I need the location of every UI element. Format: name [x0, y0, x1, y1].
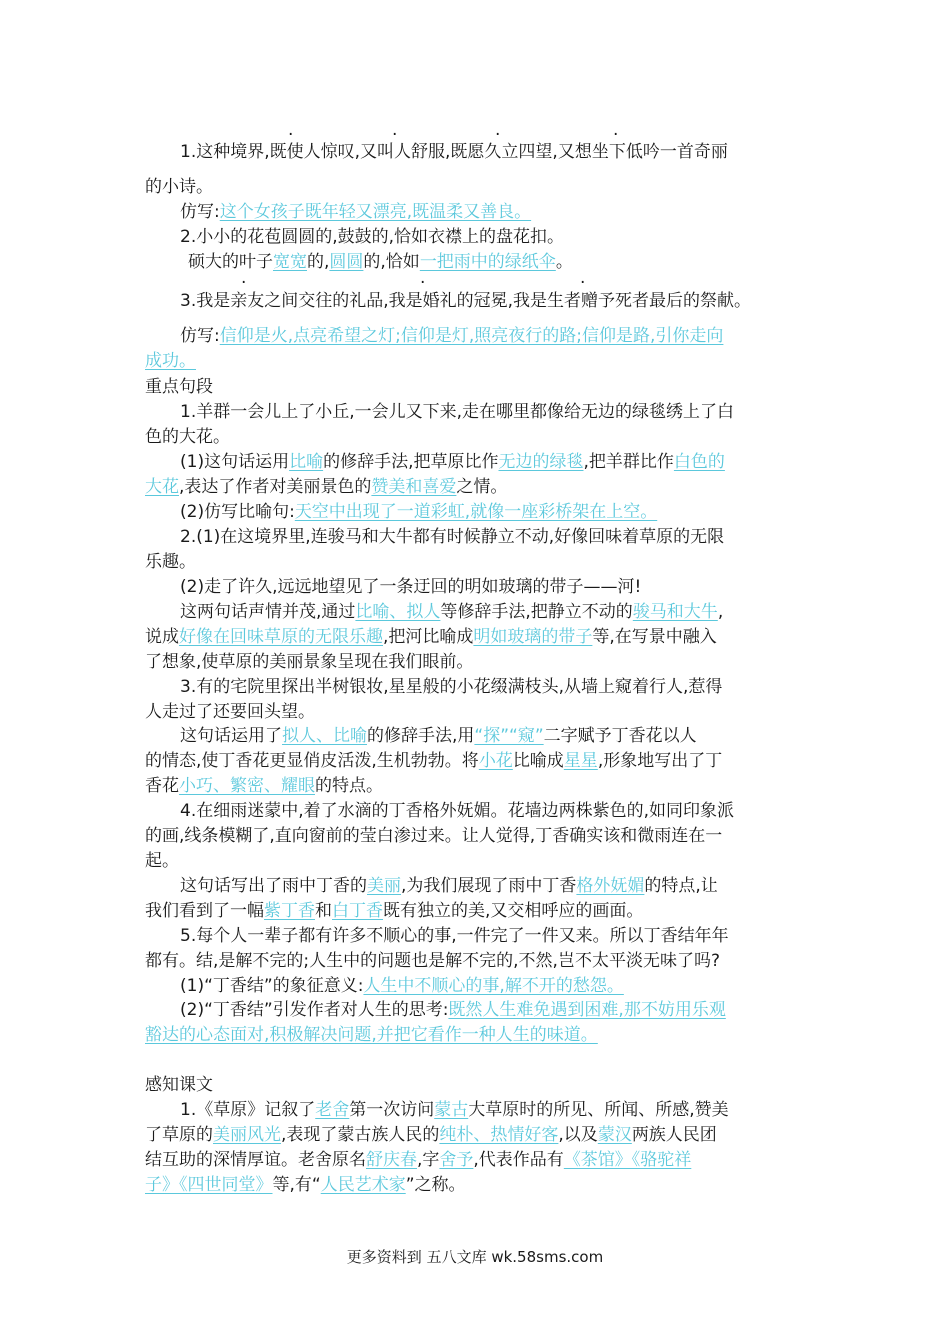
- body-text: 的,恰如: [363, 252, 420, 272]
- text-line: [145, 426, 815, 448]
- text-line: [180, 975, 850, 997]
- body-text: 我们看到了一幅: [145, 901, 264, 921]
- text-line: [180, 526, 850, 548]
- body-text: 了想象,使草原的美丽景象呈现在我们眼前。: [145, 652, 474, 672]
- body-text: (1)这句话运用: [180, 452, 290, 472]
- answer-text: 美丽风光: [213, 1125, 281, 1145]
- answer-text: 赞美和喜爱: [371, 477, 457, 497]
- body-text: ,为我们展现了雨中丁香: [401, 876, 577, 896]
- text-line: [145, 701, 815, 723]
- answer-text: 宽宽: [273, 252, 307, 272]
- text-line: [180, 800, 850, 822]
- body-text: 大草原时的所见、所闻、所感,赞美: [468, 1100, 729, 1120]
- text-line: [180, 999, 850, 1021]
- body-text: ,代表作品有: [473, 1150, 564, 1170]
- emphasis-dot: ·: [580, 273, 586, 293]
- body-text: 两族人民团: [631, 1125, 717, 1145]
- text-line: [145, 1149, 815, 1171]
- body-text: 了草原的: [145, 1125, 213, 1145]
- text-line: [180, 875, 850, 897]
- body-text: ,把河比喻成: [383, 627, 474, 647]
- answer-text: 比喻: [289, 452, 324, 472]
- answer-text: 好像在回味草原的无限乐趣: [179, 627, 383, 647]
- text-line: [145, 1074, 815, 1096]
- answer-text: 人生中不顺心的事,解不开的愁怨。: [363, 976, 624, 996]
- body-text: ,形象地写出了丁: [597, 751, 723, 771]
- body-text: 香花: [145, 776, 179, 796]
- body-text: ,字: [417, 1150, 440, 1170]
- answer-text: 紫丁香: [264, 901, 315, 921]
- answer-text: 白色的: [673, 452, 725, 472]
- text-line: [145, 1174, 815, 1196]
- body-text: 的小诗。: [145, 177, 213, 197]
- answer-text: 豁达的心态面对,积极解决问题,并把它看作一种人生的味道。: [145, 1025, 598, 1045]
- body-text: 5.每个人一辈子都有许多不顺心的事,一件完了一件又来。所以丁香结年年: [180, 926, 729, 946]
- text-line: [145, 376, 815, 398]
- body-text: 的,: [307, 252, 330, 272]
- answer-text: 舒庆春: [366, 1150, 417, 1170]
- text-line: [188, 251, 858, 273]
- answer-text: 大花: [145, 477, 179, 497]
- text-line: [180, 226, 850, 248]
- answer-text: 成功。: [145, 351, 196, 371]
- text-line: [145, 1024, 815, 1046]
- body-text: 仿写:: [180, 202, 220, 222]
- text-line: [145, 775, 815, 797]
- body-text: 第一次访问: [349, 1100, 435, 1120]
- answer-text: 这个女孩子既年轻又漂亮,既温柔又善良。: [219, 202, 532, 222]
- body-text: 人走过了还要回头望。: [145, 702, 315, 722]
- text-line: [180, 1099, 850, 1121]
- body-text: 这句话运用了: [180, 726, 282, 746]
- text-line: [145, 176, 815, 198]
- text-line: [180, 290, 850, 312]
- emphasis-dot: ·: [241, 273, 247, 293]
- body-text: 二字赋予丁香花以人: [543, 726, 697, 746]
- body-text: 乐趣。: [145, 552, 196, 572]
- text-line: [180, 576, 850, 598]
- text-line: [180, 925, 850, 947]
- body-text: 的情态,使丁香花更显俏皮活泼,生机勃勃。将: [145, 751, 479, 771]
- answer-text: 无边的绿毯: [498, 452, 584, 472]
- body-text: 4.在细雨迷蒙中,着了水滴的丁香格外妩媚。花墙边两株紫色的,如同印象派: [180, 801, 735, 821]
- text-line: [145, 825, 815, 847]
- body-text: 之情。: [456, 477, 508, 497]
- text-line: [180, 601, 850, 623]
- answer-text: 小巧、繁密、耀眼: [179, 776, 315, 796]
- body-text: 3.有的宅院里探出半树银妆,星星般的小花缀满枝头,从墙上窥着行人,惹得: [180, 677, 723, 697]
- text-line: [145, 476, 815, 498]
- text-line: [145, 350, 815, 372]
- answer-text: 比喻、拟人: [355, 602, 441, 622]
- body-text: 这句话写出了雨中丁香的: [180, 876, 367, 896]
- body-text: 1.这种境界,既使人惊叹,又叫人舒服,既愿久立四望,又想坐下低吟一首奇丽: [180, 142, 728, 162]
- text-line: [145, 626, 815, 648]
- emphasis-dot: ·: [420, 273, 426, 293]
- body-text: ,表现了蒙古族人民的: [281, 1125, 440, 1145]
- body-text: 说成: [145, 627, 179, 647]
- answer-text: 骏马和大牛: [632, 602, 718, 622]
- answer-text: “探”“窥”: [474, 726, 544, 746]
- body-text: ”之称。: [405, 1175, 466, 1195]
- page-footer: 更多资料到 五八文库 wk.58sms.com: [346, 1248, 604, 1266]
- body-text: 的修辞手法,用: [367, 726, 475, 746]
- body-text: 的画,线条模糊了,直向窗前的莹白渗过来。让人觉得,丁香确实该和微雨连在一: [145, 826, 723, 846]
- answer-text: 既然人生难免遇到困难,那不妨用乐观: [448, 1000, 726, 1020]
- emphasis-dot: ·: [288, 125, 294, 145]
- text-line: [180, 725, 850, 747]
- body-text: 比喻成: [512, 751, 564, 771]
- answer-text: 人民艺术家: [320, 1175, 406, 1195]
- body-text: (2)“丁香结”引发作者对人生的思考:: [180, 1000, 449, 1020]
- text-line: [180, 141, 850, 163]
- body-text: ,以及: [558, 1125, 598, 1145]
- body-text: 等,在写景中融入: [592, 627, 717, 647]
- body-text: 等修辞手法,把静立不动的: [440, 602, 633, 622]
- answer-text: 星星: [563, 751, 598, 771]
- body-text: (2)走了许久,远远地望见了一条迂回的明如玻璃的带子——河!: [180, 577, 642, 597]
- body-text: 2.(1)在这境界里,连骏马和大牛都有时候静立不动,好像回味着草原的无限: [180, 527, 725, 547]
- answer-text: 信仰是火,点亮希望之灯;信仰是灯,照亮夜行的路;信仰是路,引你走向: [219, 326, 724, 346]
- body-text: 等,有“: [272, 1175, 321, 1195]
- emphasis-dot: ·: [613, 125, 619, 145]
- text-line: [145, 850, 815, 872]
- body-text: 3.我是亲友之间交往的礼品,我是婚礼的冠冕,我是生者赠予死者最后的祭献。: [180, 291, 752, 311]
- answer-text: 拟人、比喻: [282, 726, 367, 746]
- answer-text: 小花: [478, 751, 513, 771]
- body-text: 重点句段: [145, 377, 213, 397]
- body-text: 色的大花。: [145, 427, 230, 447]
- body-text: 。: [555, 252, 573, 272]
- text-line: [145, 1124, 815, 1146]
- body-text: 感知课文: [145, 1075, 213, 1095]
- answer-text: 老舍: [315, 1100, 350, 1120]
- body-text: 起。: [145, 851, 179, 871]
- body-text: 2.小小的花苞圆圆的,鼓鼓的,恰如衣襟上的盘花扣。: [180, 227, 565, 247]
- answer-text: 美丽: [367, 876, 401, 896]
- body-text: 的修辞手法,把草原比作: [323, 452, 499, 472]
- answer-text: 一把雨中的绿纸伞: [419, 252, 556, 272]
- answer-text: 蒙汉: [597, 1125, 632, 1145]
- answer-text: 子》《四世同堂》: [145, 1175, 273, 1195]
- text-line: [145, 551, 815, 573]
- text-line: [180, 451, 850, 473]
- body-text: 既有独立的美,又交相呼应的画面。: [383, 901, 644, 921]
- text-line: [180, 676, 850, 698]
- answer-text: 白丁香: [332, 901, 383, 921]
- emphasis-dot: ·: [495, 125, 501, 145]
- body-text: 硕大的叶子: [188, 252, 273, 272]
- text-line: [180, 401, 850, 423]
- body-text: 的特点,让: [644, 876, 718, 896]
- answer-text: 明如玻璃的带子: [473, 627, 593, 647]
- answer-text: 圆圆: [329, 252, 364, 272]
- answer-text: 《茶馆》《骆驼祥: [563, 1150, 692, 1170]
- body-text: 1.《草原》记叙了: [180, 1100, 316, 1120]
- text-line: [180, 201, 850, 223]
- body-text: 和: [315, 901, 332, 921]
- body-text: 1.羊群一会儿上了小丘,一会儿又下来,走在哪里都像给无边的绿毯绣上了白: [180, 402, 735, 422]
- text-line: [145, 750, 815, 772]
- answer-text: 蒙古: [434, 1100, 469, 1120]
- answer-text: 天空中出现了一道彩虹,就像一座彩桥架在上空。: [294, 502, 658, 522]
- body-text: 都有。结,是解不完的;人生中的问题也是解不完的,不然,岂不太平淡无味了吗?: [145, 951, 720, 971]
- body-text: ,: [717, 602, 724, 622]
- body-text: 这两句话声情并茂,通过: [180, 602, 356, 622]
- text-line: [180, 501, 850, 523]
- body-text: ,把羊群比作: [583, 452, 674, 472]
- text-line: [145, 900, 815, 922]
- text-line: [180, 325, 850, 347]
- text-line: [145, 651, 815, 673]
- text-line: [145, 950, 815, 972]
- answer-text: 舍予: [439, 1150, 474, 1170]
- body-text: 结互助的深情厚谊。老舍原名: [145, 1150, 366, 1170]
- answer-text: 格外妩媚: [576, 876, 645, 896]
- answer-text: 纯朴、热情好客: [439, 1125, 559, 1145]
- body-text: 的特点。: [315, 776, 383, 796]
- emphasis-dot: ·: [392, 125, 398, 145]
- body-text: (2)仿写比喻句:: [180, 502, 295, 522]
- body-text: (1)“丁香结”的象征意义:: [180, 976, 364, 996]
- body-text: 仿写:: [180, 326, 220, 346]
- body-text: ,表达了作者对美丽景色的: [179, 477, 372, 497]
